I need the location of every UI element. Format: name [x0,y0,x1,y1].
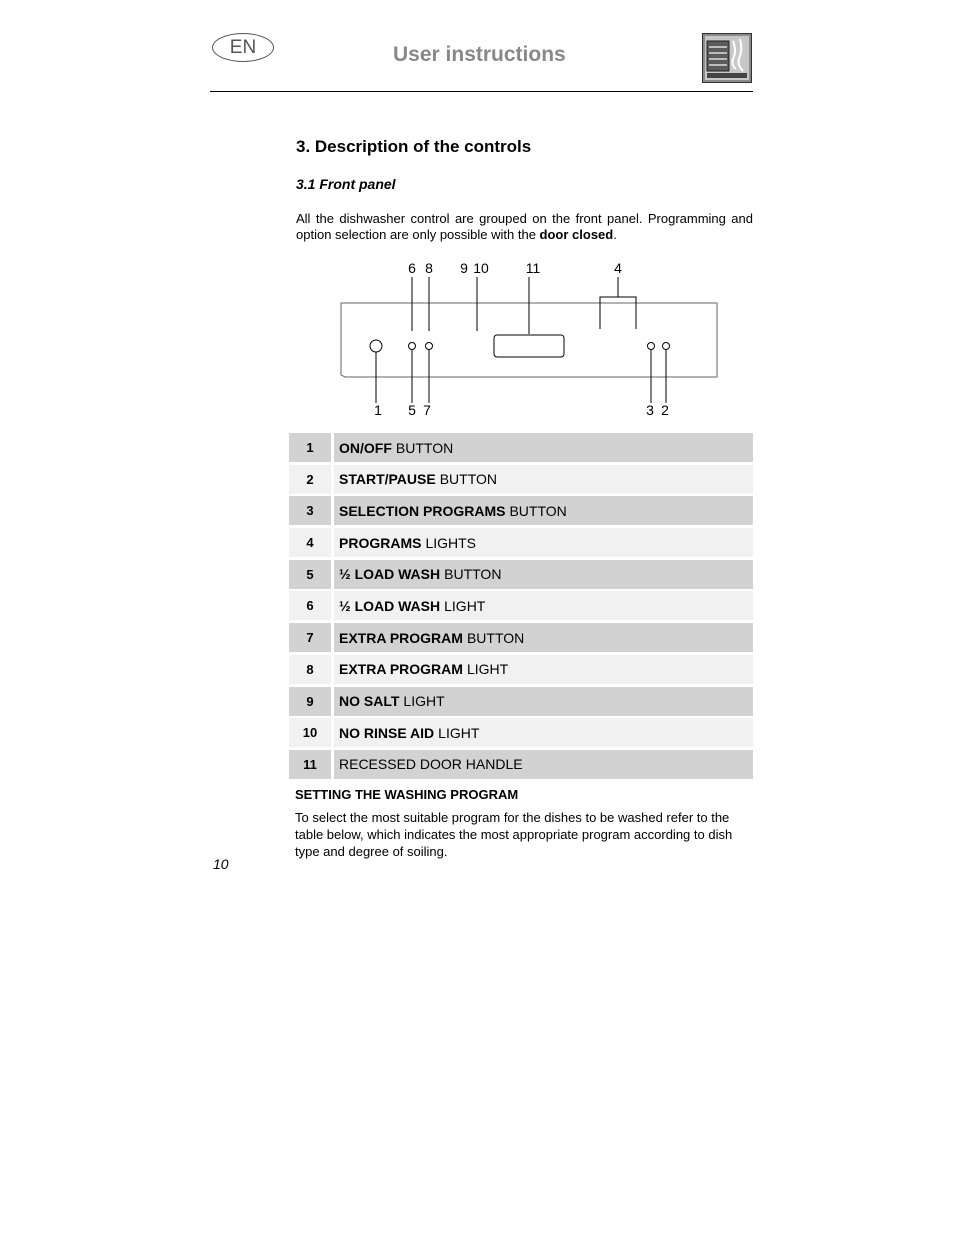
program-text: To select the most suitable program for the dishes to be washed refer to the table below, which indicates the most appropriate program according to dish type and degree of soiling. [295,810,733,859]
selection-button-shape [648,343,655,350]
table-row [289,528,753,557]
row-label [334,560,753,589]
row-label-rest: BUTTON [466,629,525,646]
intro-bold-text: door closed [539,227,614,242]
header-divider [210,91,753,92]
table-row [289,750,753,779]
label-6: 6 [408,260,416,276]
row-label-bold: ½ LOAD WASH [339,597,441,614]
row-label-rest: LIGHTS [425,534,477,551]
row-label-rest: BUTTON [509,502,567,519]
dishwasher-icon [702,33,752,83]
row-label-rest: BUTTON [439,471,498,488]
row-label [334,496,753,525]
label-3: 3 [646,402,654,418]
label-8: 8 [425,260,433,276]
program-heading: SETTING THE WASHING PROGRAM [295,787,519,802]
row-label [334,465,753,494]
row-label-bold: ½ LOAD WASH [339,566,441,583]
half-load-button-shape [409,343,416,350]
row-label-rest: LIGHT [438,724,480,741]
row-number: 5 [289,560,331,589]
document-title: User instructions [393,43,566,66]
row-label-bold: NO RINSE AID [339,724,435,741]
language-badge: EN [212,33,274,62]
table-row [289,687,753,716]
subsection-heading: 3.1 Front panel [296,176,396,192]
door-handle-shape [494,335,564,357]
row-number: 9 [289,687,331,716]
row-label-bold: PROGRAMS [339,534,422,551]
table-row [289,591,753,620]
row-label [334,591,753,620]
table-row [289,655,753,684]
row-label [334,655,753,684]
row-label-bold: ON/OFF [339,439,392,456]
label-4: 4 [614,260,622,276]
table-row [289,623,753,652]
row-label [334,623,753,652]
row-label-rest: BUTTON [444,566,502,583]
label-11: 11 [525,260,541,276]
row-number: 2 [289,465,331,494]
row-label-bold: EXTRA PROGRAM [339,629,463,646]
table-row [289,465,753,494]
on-off-button-shape [370,340,382,352]
row-number: 8 [289,655,331,684]
page-number: 10 [213,856,229,872]
intro-paragraph [296,211,753,243]
label-5: 5 [408,402,416,418]
row-label-rest: BUTTON [395,439,454,456]
label-2: 2 [661,402,669,418]
label-9: 9 [460,260,468,276]
row-label-bold: EXTRA PROGRAM [339,661,463,678]
row-number: 4 [289,528,331,557]
row-label [334,687,753,716]
label-1: 1 [374,402,382,418]
row-label-rest: LIGHT [403,693,445,709]
table-row [289,433,753,462]
table-row [289,718,753,747]
row-label [334,718,753,747]
row-label [334,528,753,557]
row-number: 6 [289,591,331,620]
row-label [334,750,753,779]
label-7: 7 [423,402,431,418]
intro-suffix: . [613,227,617,242]
start-pause-button-shape [663,343,670,350]
extra-program-button-shape [426,343,433,350]
row-number: 10 [289,718,331,747]
row-number: 3 [289,496,331,525]
row-label-bold: SELECTION PROGRAMS [339,502,506,519]
row-label-rest: LIGHT [466,661,509,678]
table-row [289,496,753,525]
row-label-rest: LIGHT [444,597,486,614]
label-10: 10 [473,260,489,276]
row-number: 7 [289,623,331,652]
intro-text: All the dishwasher control are grouped on the front panel. Programming and option selection are only possible with the [296,211,753,242]
row-label [334,433,753,462]
controls-table [289,433,753,782]
front-panel-diagram [330,255,730,425]
row-number: 11 [289,750,331,779]
table-row [289,560,753,589]
row-number: 1 [289,433,331,462]
row-label-bold: NO SALT [339,693,400,709]
row-label-rest: RECESSED DOOR HANDLE [339,756,523,773]
section-heading: 3. Description of the controls [296,137,532,156]
row-label-bold: START/PAUSE [339,471,436,488]
